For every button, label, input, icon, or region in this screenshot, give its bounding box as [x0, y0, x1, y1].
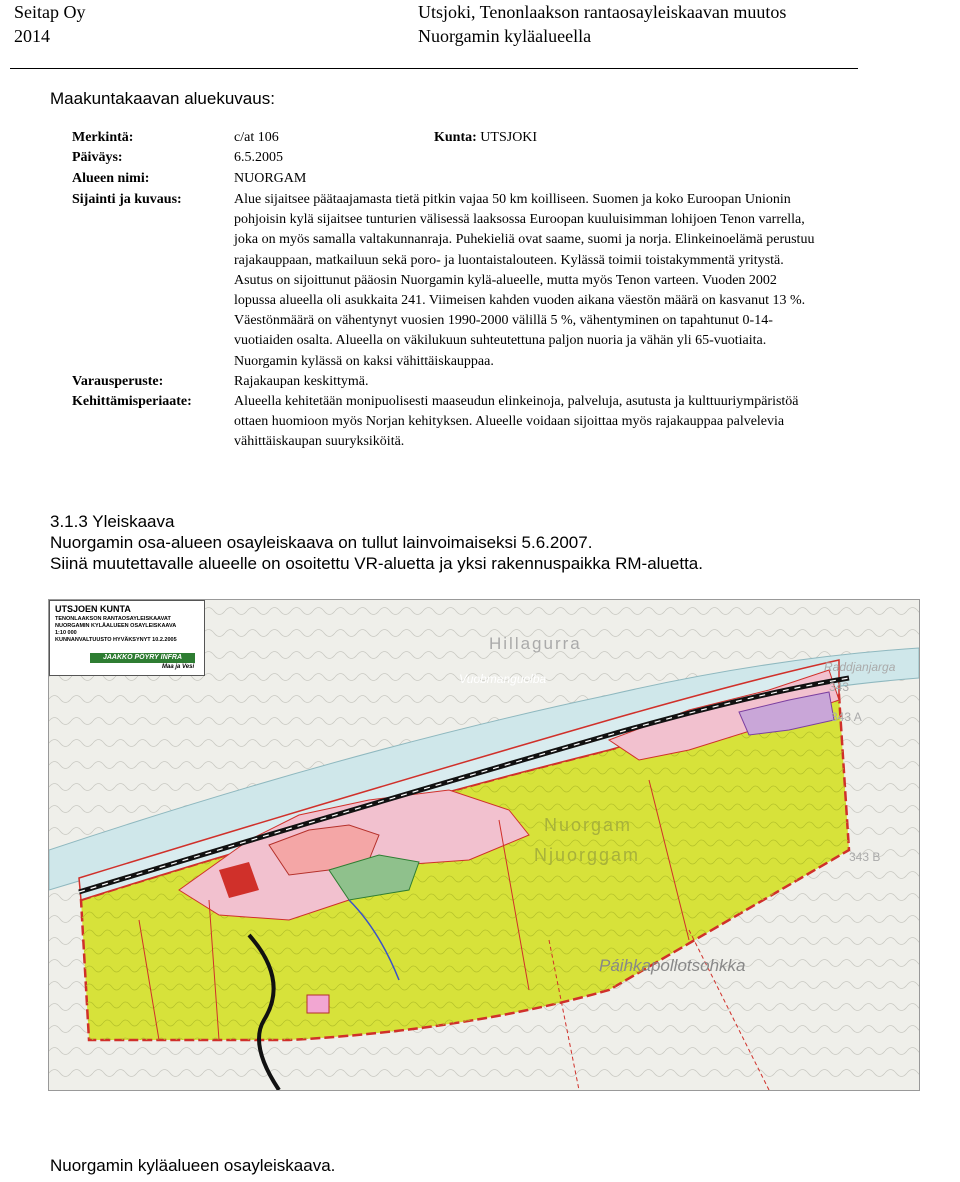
place-label-njuorggam: Njuorggam [534, 845, 641, 865]
area-description-table [72, 128, 952, 453]
elevation-343b: 343 B [849, 850, 881, 864]
alue-label: Alueen nimi: [72, 171, 150, 186]
map-legend-lines [55, 616, 177, 644]
project-area: Nuorgamin kyläalueella [418, 26, 592, 46]
logo-subtitle: Maa ja Vesi [162, 664, 195, 670]
varausperuste-value: Rajakaupan keskittymä. [234, 374, 369, 389]
place-label-raddjanjarga: Raddjanjarga [824, 660, 896, 674]
sijainti-line: joka on myös samalla valtakunnanraja. Puhekieliä ovat saame, suomi ja norja. Elinkeinoelämä perustuu [234, 232, 815, 248]
sijainti-line: rajakauppaan, matkailuun sekä poro- ja luontaistalouteen. Kylässä toimii toistakymmentä yritystä. [234, 252, 784, 268]
sijainti-line: lopussa alueella oli asukkaita 241. Viimeisen kahden vuoden aikana väestön määrä on kasvanut 13 %. [234, 293, 806, 309]
header-divider [10, 68, 858, 69]
sijainti-line: Asutus on sijoittunut pääosin Nuorgamin kylä-alueelle, mutta myös Tenon varteen. Vuoden 2002 [234, 272, 777, 288]
page-header-left [14, 0, 86, 48]
sijainti-line: Nuorgamin kylässä on kaksi vähittäiskauppaa. [234, 353, 494, 369]
jaakko-poyry-logo: JAAKKO PÖYRY INFRA [90, 653, 195, 663]
sijainti-label: Sijainti ja kuvaus: [72, 192, 182, 207]
place-label-nuorgam: Nuorgam [544, 815, 633, 835]
sijainti-line: Väestönmäärä on vähentynyt vuosien 1990-2000 välillä 5 %, vähentyminen on tapahtunut 0-14- [234, 313, 773, 329]
section-heading-maakuntakaava: Maakuntakaavan aluekuvaus: [50, 89, 275, 108]
page-header-right [418, 0, 786, 48]
elevation-343a: 343 A [831, 710, 862, 724]
yleiskaava-line-2: Siinä muutettavalle alueelle on osoitettu VR-aluetta ja yksi rakennuspaikka RM-aluetta. [50, 554, 703, 573]
kunta-value: UTSJOKI [480, 130, 538, 145]
header-year: 2014 [14, 26, 50, 46]
legend-line: NUORGAMIN KYLÄALUEEN OSAYLEISKAAVA [55, 623, 177, 629]
place-label-paihkapollotsohkka: Páihkapollotsohkka [599, 956, 746, 975]
kunta-label: Kunta: [434, 130, 477, 145]
sijainti-text [234, 190, 814, 372]
map-caption: Nuorgamin kyläalueen osayleiskaava. [50, 1156, 336, 1175]
merkinta-label: Merkintä: [72, 130, 134, 145]
map-title-block [49, 600, 205, 676]
paivays-label: Päiväys: [72, 150, 123, 165]
elevation-343: 343 [829, 680, 850, 694]
place-label-vuobmanguolba: Vuobmanguolba [459, 672, 547, 686]
kehittamis-text [234, 392, 799, 453]
land-use-map [48, 599, 920, 1091]
varausperuste-label: Varausperuste: [72, 374, 164, 389]
legend-line: 1:10 000 [55, 630, 77, 636]
yleiskaava-line-1: Nuorgamin osa-alueen osayleiskaava on tullut lainvoimaiseksi 5.6.2007. [50, 533, 593, 552]
sijainti-line: vuotiaiden osalta. Alueella on väkilukuun suhteutettuna paljon nuoria ja vähän yli 65-vuotiaita. [234, 333, 767, 349]
map-legend-title: UTSJOEN KUNTA [55, 604, 131, 614]
kehittamis-line: Alueella kehitetään monipuolisesti maaseudun elinkeinoja, palveluja, asutusta ja kulttuuriympäristöä [234, 394, 799, 409]
section-heading-yleiskaava: 3.1.3 Yleiskaava [50, 512, 175, 531]
project-title: Utsjoki, Tenonlaakson rantaosayleiskaavan muutos [418, 2, 787, 22]
yleiskaava-section [50, 512, 703, 575]
kehittamis-label: Kehittämisperiaate: [72, 394, 192, 409]
place-label-hillagurra: Hillagurra [489, 634, 582, 653]
paivays-value: 6.5.2005 [234, 150, 283, 165]
legend-line: KUNNANVALTUUSTO HYVÄKSYNYT 10.2.2005 [55, 637, 177, 643]
sijainti-line: pohjoisin kylä sijaitsee tunturien välisessä laaksossa Euroopan kuuluisimman lohijoen Tenon varrella, [234, 212, 805, 228]
kehittamis-line: vähittäiskaupan suuryksiköitä. [234, 434, 405, 450]
company-name: Seitap Oy [14, 2, 86, 22]
kunta-field [434, 128, 537, 148]
merkinta-value: c/at 106 [234, 130, 279, 145]
legend-line: TENONLAAKSON RANTAOSAYLEISKAAVAT [55, 616, 171, 622]
sijainti-line: Alue sijaitsee päätaajamasta tietä pitkin vajaa 50 km koilliseen. Suomen ja koko Euroopan Unionin [234, 192, 791, 207]
kehittamis-line: ottaen huomioon myös Norjan kehityksen. Alueelle voidaan sijoittaa myös rajakauppaa palvelevia [234, 414, 785, 430]
alue-value: NUORGAM [234, 171, 307, 186]
